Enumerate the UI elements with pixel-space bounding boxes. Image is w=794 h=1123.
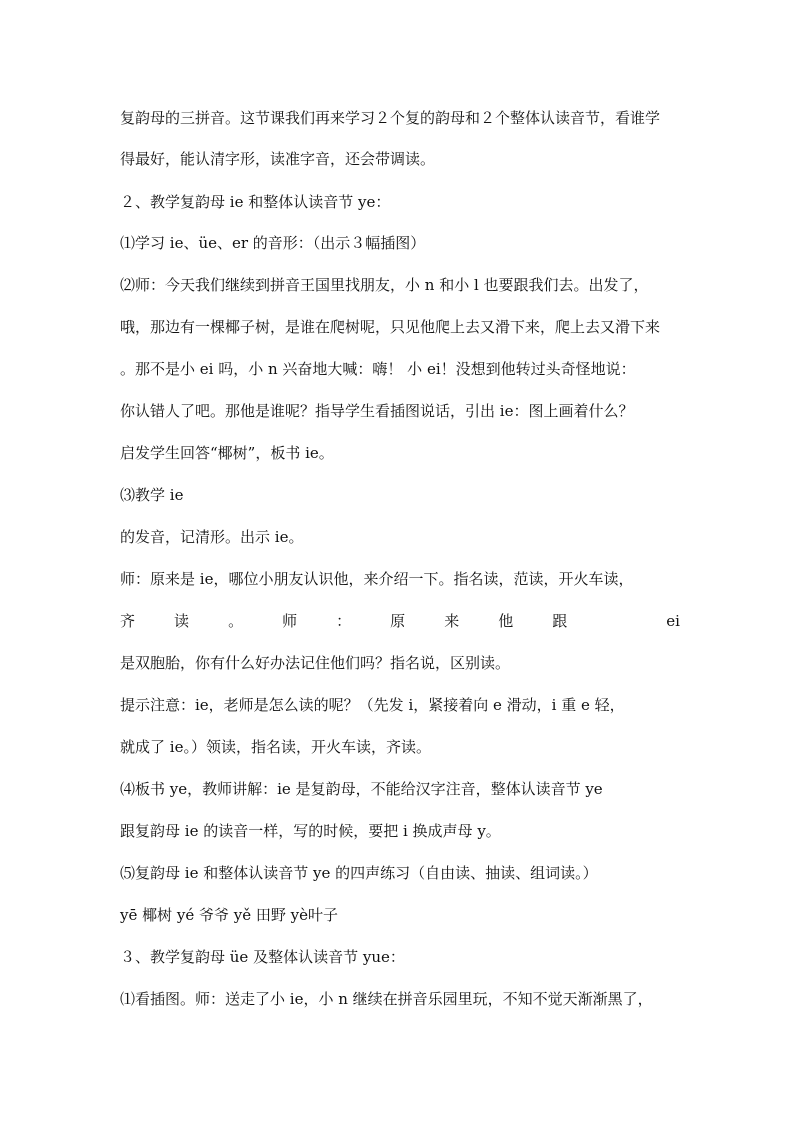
section-heading: ３、教学复韵母 üe 及整体认读音节 yue： [120,948,405,966]
text-line: 是双胞胎，你有什么好办法记住他们吗？指名说，区别读。 [120,654,511,672]
justified-text-line [120,611,680,631]
text-line: ⑵师：今天我们继续到拼音王国里找朋友，小 n 和小 l 也要跟我们去。出发了， [120,276,649,294]
justified-token: 他 [498,612,514,630]
justified-token: 跟 [552,612,568,630]
justified-token: 齐 [120,612,136,630]
justified-token: 。 [228,612,244,630]
text-line: 哦，那边有一棵椰子树，是谁在爬树呢，只见他爬上去又滑下来，爬上去又滑下来 [120,318,661,336]
text-line: 启发学生回答“椰树”，板书 ie。 [120,444,334,462]
text-line: 的发音，记清形。出示 ie。 [120,528,304,546]
text-line: ⑸复韵母 ie 和整体认读音节 ye 的四声练习（自由读、抽读、组词读。） [120,864,598,882]
text-line: 复韵母的三拼音。这节课我们再来学习２个复的韵母和２个整体认读音节，看谁学 [120,109,661,127]
text-line: ⑴看插图。师：送走了小 ie，小 n 继续在拼音乐园里玩，不知不觉天渐渐黑了， [120,990,653,1008]
text-line: ⑴学习 ie、üe、er 的音形：（出示３幅插图） [120,234,426,252]
text-line: yē 椰树 yé 爷爷 yě 田野 yè叶子 [120,906,339,924]
justified-token: 读 [174,612,190,630]
text-line: 提示注意：ie，老师是怎么读的呢？（先发 i，紧接着向 e 滑动，i 重 e 轻， [120,696,625,714]
text-line: 你认错人了吧。那他是谁呢？指导学生看插图说话，引出 ie：图上画着什么？ [120,402,634,420]
text-line: 跟复韵母 ie 的读音一样，写的时候，要把 i 换成声母 y。 [120,822,501,840]
justified-token: 师 [282,612,298,630]
section-heading: ２、教学复韵母 ie 和整体认读音节 ye： [120,193,391,211]
justified-token: 原 [390,612,406,630]
text-line: ⑶教学 ie [120,486,184,504]
text-line: 师：原来是 ie，哪位小朋友认识他，来介绍一下。指名读，范读，开火车读， [120,570,634,588]
text-line: 就成了 ie。）领读，指名读，开火车读，齐读。 [120,738,431,756]
justified-token: ei [666,612,680,630]
text-line: 。那不是小 ei 吗，小 n 兴奋地大喊：嗨！ 小 ei！没想到他转过头奇怪地说： [120,360,636,378]
justified-token: ： [336,612,352,630]
justified-token: 来 [444,612,460,630]
text-line: 得最好，能认清字形，读准字音，还会带调读。 [120,150,436,168]
text-line: ⑷板书 ye，教师讲解：ie 是复韵母，不能给汉字注音，整体认读音节 ye [120,780,603,798]
